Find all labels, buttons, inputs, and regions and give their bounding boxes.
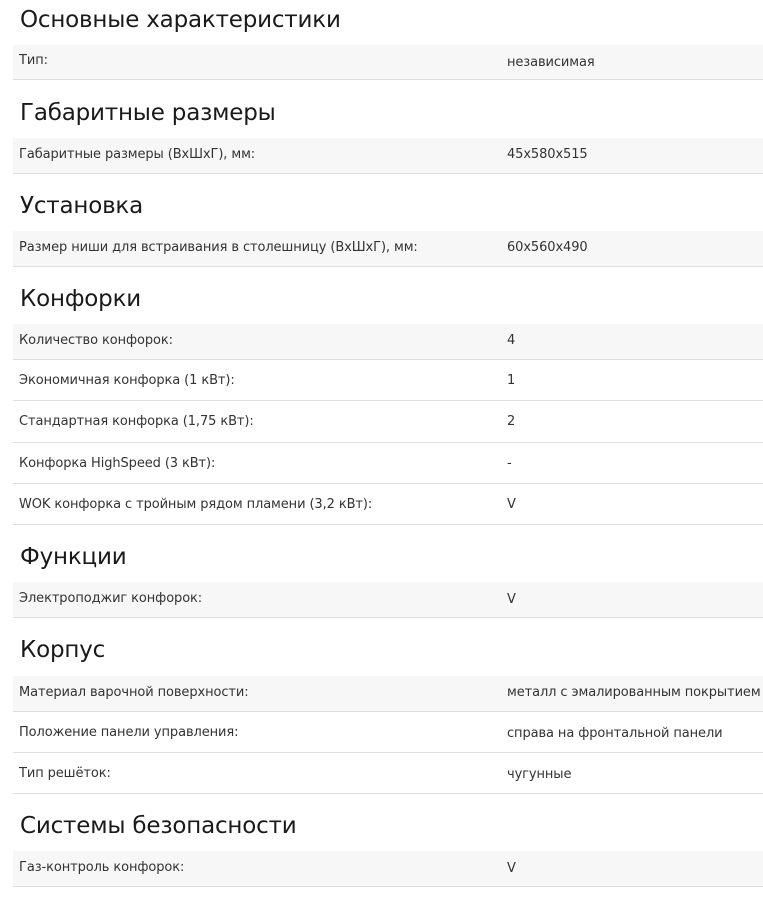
section-title-installation: Установка [20,193,144,219]
spec-row [13,45,763,80]
spec-label: Тип: [19,53,48,68]
spec-value: 45x580x515 [507,147,588,162]
spec-row [13,231,763,267]
spec-row [13,712,763,753]
spec-value: металл с эмалированным покрытием [507,685,761,700]
spec-label: Экономичная конфорка (1 кВт): [19,373,235,388]
spec-label: Тип решёток: [19,766,111,781]
section-title-safety-systems: Системы безопасности [20,813,297,839]
spec-label: WOK конфорка с тройным рядом пламени (3,2 кВт): [19,497,373,512]
spec-label: Размер ниши для встраивания в столешницу (ВхШхГ), мм: [19,240,418,255]
spec-value: V [507,592,516,607]
spec-row [13,851,763,887]
spec-label: Положение панели управления: [19,725,239,740]
section-title-burners: Конфорки [20,286,142,312]
spec-value: 60x560x490 [507,240,588,255]
spec-value: 4 [507,333,516,348]
section-title-main-characteristics: Основные характеристики [20,7,341,33]
spec-row [13,753,763,794]
spec-row [13,676,763,712]
spec-label: Стандартная конфорка (1,75 кВт): [19,414,254,429]
spec-value: V [507,861,516,876]
spec-label: Габаритные размеры (ВхШхГ), мм: [19,147,256,162]
spec-row [13,138,763,174]
section-title-body: Корпус [20,637,106,663]
spec-row [13,324,763,360]
section-title-functions: Функции [20,544,127,570]
spec-label: Электроподжиг конфорок: [19,591,203,606]
spec-row [13,582,763,618]
spec-row [13,443,763,484]
spec-value: - [507,456,512,471]
spec-row [13,360,763,401]
spec-value: 2 [507,414,516,429]
spec-label: Материал варочной поверхности: [19,685,249,700]
spec-label: Газ-контроль конфорок: [19,860,185,875]
spec-value: V [507,497,516,512]
spec-row [13,401,763,443]
spec-label: Количество конфорок: [19,333,173,348]
spec-value: 1 [507,373,516,388]
spec-value: чугунные [507,767,572,782]
spec-value: справа на фронтальной панели [507,726,723,741]
section-title-dimensions: Габаритные размеры [20,100,276,126]
spec-value: независимая [507,55,595,70]
spec-label: Конфорка HighSpeed (3 кВт): [19,456,216,471]
spec-row [13,484,763,525]
